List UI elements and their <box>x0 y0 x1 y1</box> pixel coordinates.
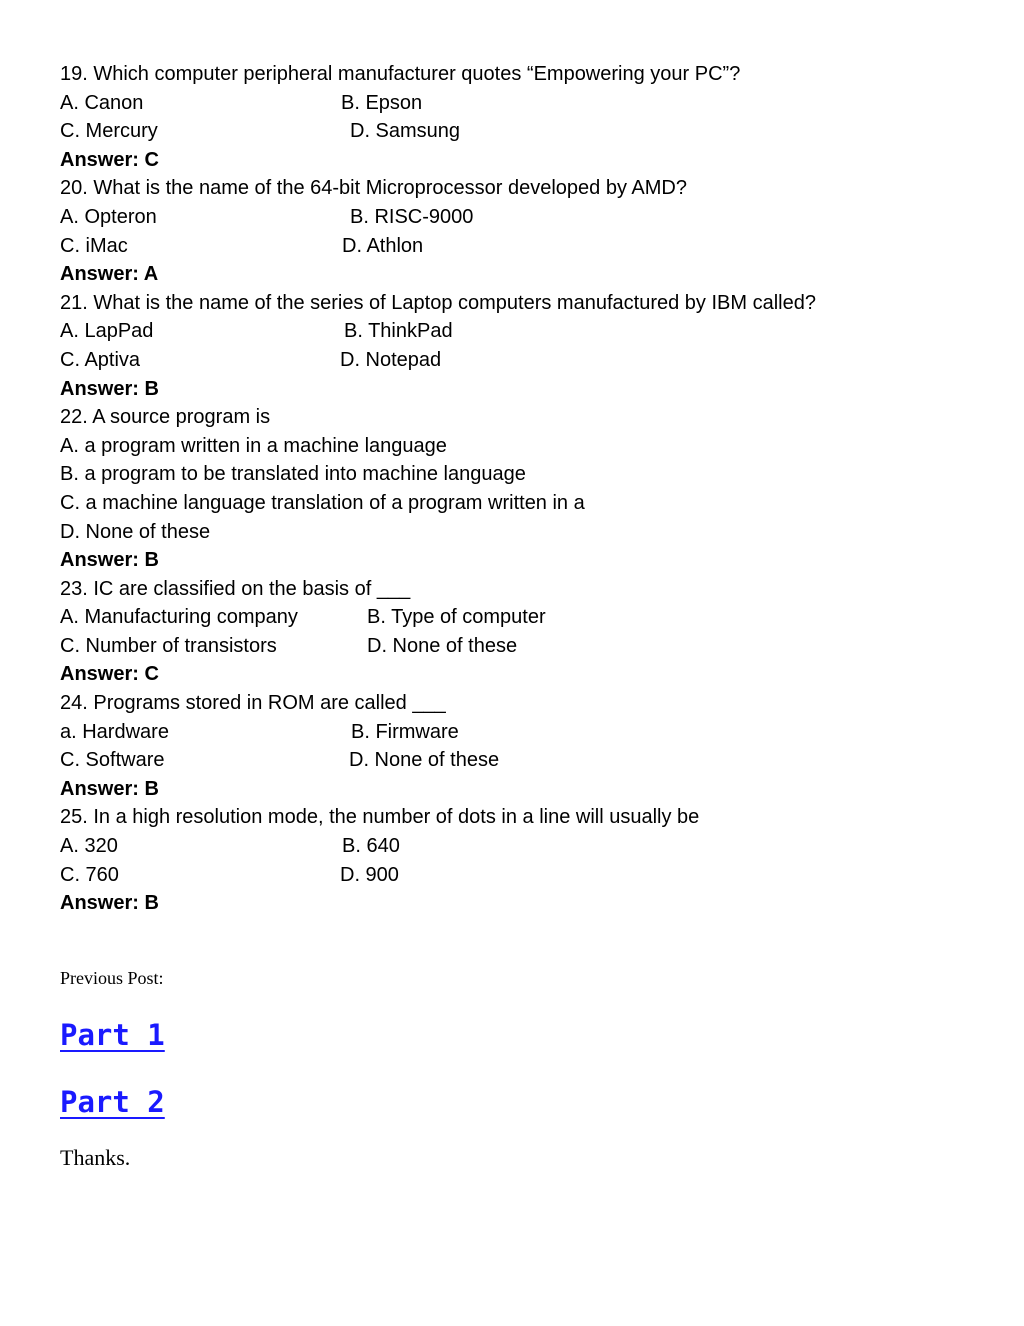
option-b: B. a program to be translated into machine language <box>60 463 526 486</box>
option-d: D. Athlon <box>342 234 424 257</box>
option-d: D. None of these <box>349 749 500 772</box>
question-21 <box>60 289 960 318</box>
option-row <box>60 232 960 261</box>
option-b: B. Epson <box>341 91 423 114</box>
question-text: 23. IC are classified on the basis of ___ <box>60 577 411 600</box>
answer-19: Answer: C <box>60 148 159 171</box>
option-d: D. None of these <box>367 634 518 657</box>
option-c: C. Number of transistors <box>60 634 277 657</box>
answer-22: Answer: B <box>60 549 159 572</box>
option-b: B. 640 <box>342 835 400 858</box>
option-a: A. a program written in a machine language <box>60 434 447 457</box>
option-row <box>60 746 960 775</box>
option-a: A. LapPad <box>60 320 154 343</box>
option-b: B. Type of computer <box>367 606 546 629</box>
question-23 <box>60 575 960 604</box>
previous-post-label: Previous Post: <box>60 968 164 988</box>
option-a: A. 320 <box>60 835 118 858</box>
option-row <box>60 718 960 747</box>
option-c: C. Software <box>60 749 165 772</box>
option-a: A. Manufacturing company <box>60 606 298 629</box>
option-c: C. 760 <box>60 863 119 886</box>
option-row <box>60 203 960 232</box>
option-row <box>60 832 960 861</box>
question-text: 24. Programs stored in ROM are called ___ <box>60 692 446 715</box>
option-row <box>60 89 960 118</box>
quiz-content <box>60 60 960 918</box>
option-row <box>60 117 960 146</box>
thanks-text: Thanks. <box>60 1145 131 1170</box>
answer-20: Answer: A <box>60 263 159 286</box>
option-b: B. RISC-9000 <box>350 205 474 228</box>
question-25 <box>60 803 960 832</box>
option-a: A. Opteron <box>60 205 157 228</box>
answer-23: Answer: C <box>60 663 159 686</box>
option-b: B. Firmware <box>351 720 459 743</box>
part-1-link[interactable]: Part 1 <box>60 1018 165 1052</box>
option-d: D. None of these <box>60 520 211 543</box>
option-c: C. a machine language translation of a program written in a <box>60 491 585 514</box>
option-d: D. Samsung <box>350 120 461 143</box>
option-c: C. Mercury <box>60 120 158 143</box>
question-text: 22. A source program is <box>60 406 271 429</box>
question-20 <box>60 174 960 203</box>
option-row <box>60 317 960 346</box>
question-text: 19. Which computer peripheral manufacturer quotes “Empowering your PC”? <box>60 63 741 85</box>
option-row <box>60 861 960 890</box>
question-19 <box>60 60 960 89</box>
option-row <box>60 603 960 632</box>
question-text: 20. What is the name of the 64-bit Microprocessor developed by AMD? <box>60 177 687 200</box>
answer-24: Answer: B <box>60 777 159 800</box>
option-d: D. Notepad <box>340 348 442 371</box>
answer-25: Answer: B <box>60 892 159 915</box>
option-c: C. iMac <box>60 234 128 257</box>
option-c: C. Aptiva <box>60 348 141 371</box>
question-24 <box>60 689 960 718</box>
option-a: A. Canon <box>60 91 144 114</box>
option-row <box>60 632 960 661</box>
option-d: D. 900 <box>340 863 399 886</box>
option-row <box>60 346 960 375</box>
answer-21: Answer: B <box>60 377 159 400</box>
question-22 <box>60 403 960 432</box>
question-text: 21. What is the name of the series of Laptop computers manufactured by IBM called? <box>60 291 816 314</box>
option-b: B. ThinkPad <box>344 320 453 343</box>
option-a: a. Hardware <box>60 720 169 743</box>
part-2-link[interactable]: Part 2 <box>60 1085 165 1119</box>
question-text: 25. In a high resolution mode, the number of dots in a line will usually be <box>60 806 700 829</box>
